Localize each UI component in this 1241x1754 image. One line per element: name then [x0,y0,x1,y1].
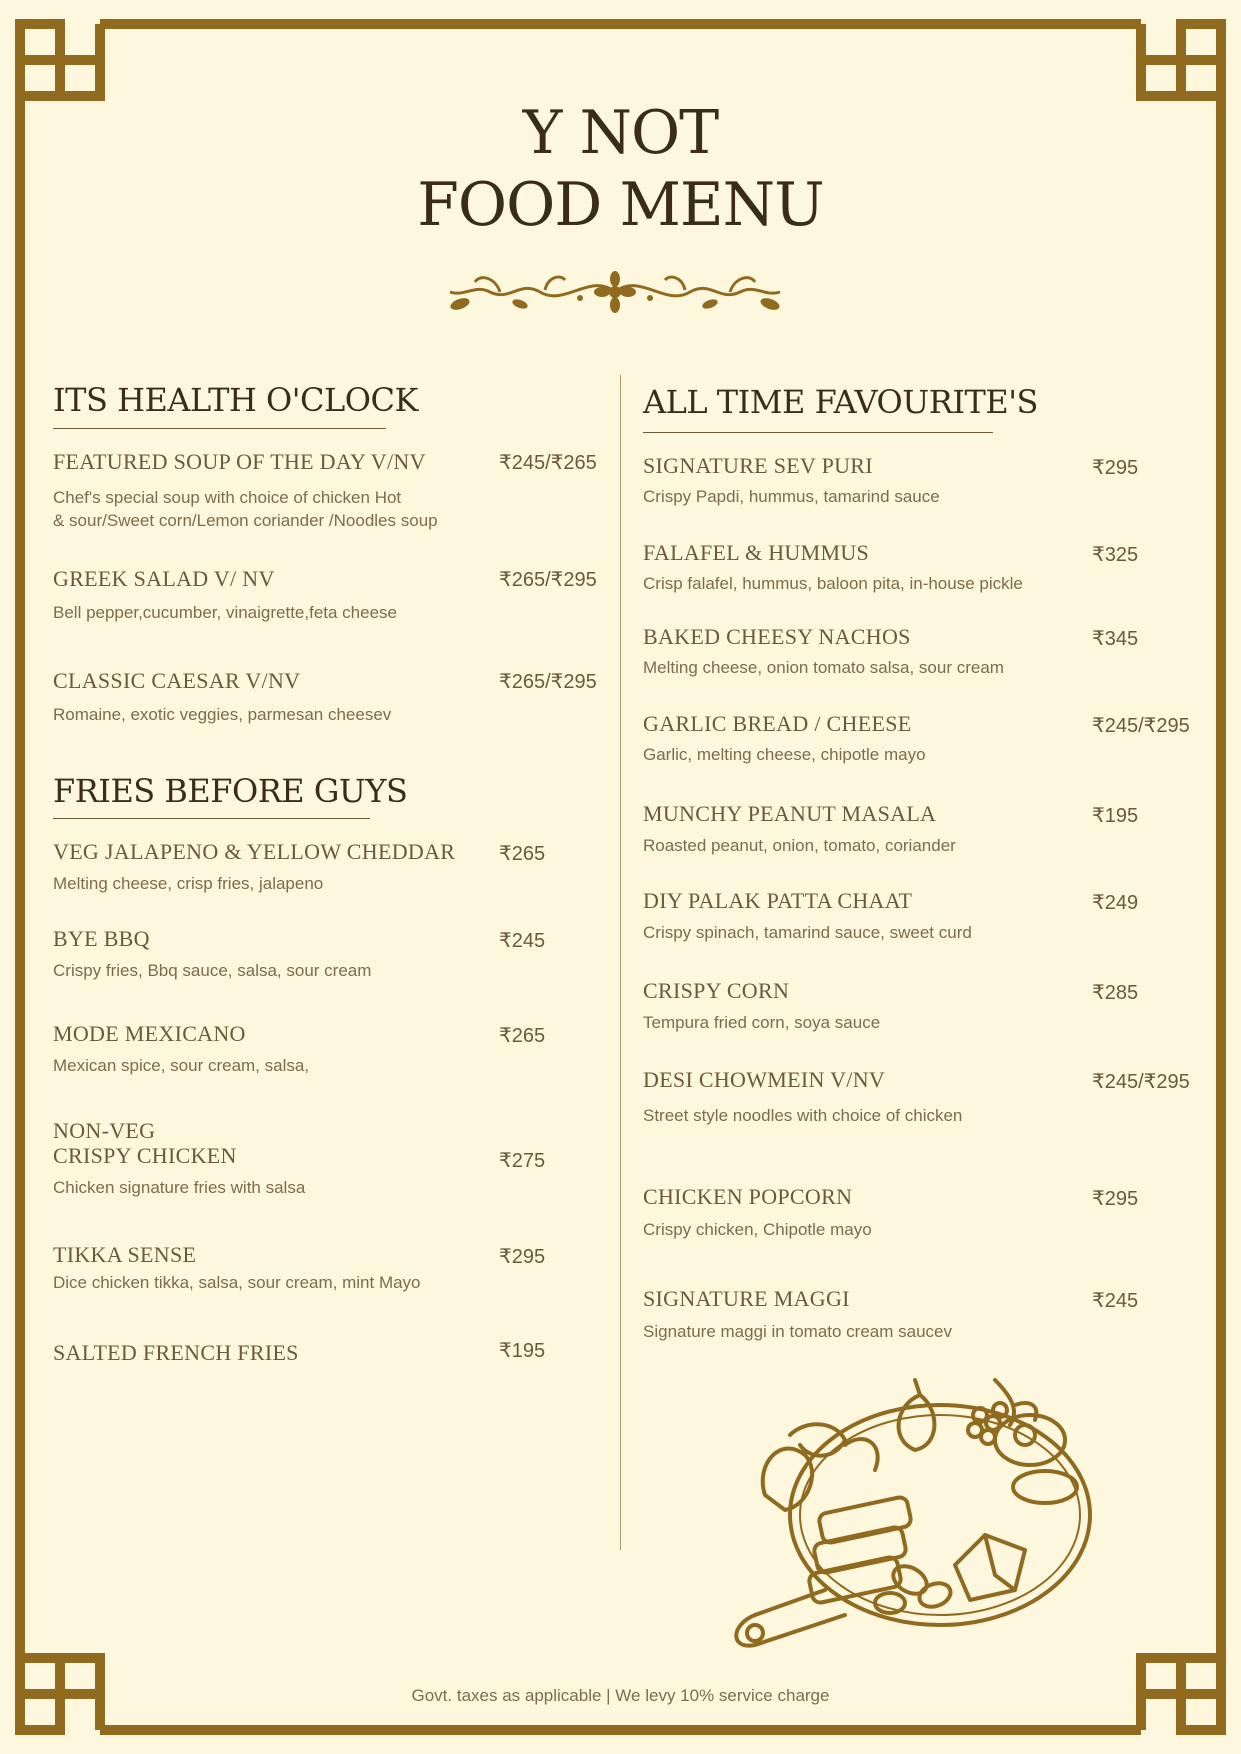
item-description: Dice chicken tikka, salsa, sour cream, mint Mayo [53,1273,421,1292]
item-price: ₹295 [499,1246,546,1268]
item-name: SIGNATURE MAGGI [643,1286,850,1311]
item-description: Chef's special soup with choice of chicken Hot [53,488,402,507]
item-price: ₹275 [499,1150,546,1172]
menu-title-line2: FOOD MENU [417,170,824,240]
section-underline [643,432,993,433]
item-description: Crisp falafel, hummus, baloon pita, in-house pickle [643,574,1023,593]
item-name: DESI CHOWMEIN V/NV [643,1067,886,1092]
item-name: MUNCHY PEANUT MASALA [643,801,937,826]
item-description: Crispy fries, Bbq sauce, salsa, sour cream [53,961,372,980]
item-price: ₹265/₹295 [499,671,597,693]
item-description: Chicken signature fries with salsa [53,1178,306,1197]
item-description: Roasted peanut, onion, tomato, coriander [643,836,956,855]
section-title-favourites: ALL TIME FAVOURITE'S [643,383,1038,421]
item-name: TIKKA SENSE [53,1242,197,1267]
section-underline [53,428,386,429]
item-name: SIGNATURE SEV PURI [643,453,873,478]
item-price: ₹285 [1092,982,1139,1004]
item-description: Signature maggi in tomato cream saucev [643,1322,952,1341]
item-description: Mexican spice, sour cream, salsa, [53,1056,310,1075]
item-price: ₹245/₹265 [499,452,597,474]
floral-ornament-icon [440,262,790,322]
item-price: ₹265 [499,1025,546,1047]
item-price: ₹325 [1092,544,1139,566]
item-name: DIY PALAK PATTA CHAAT [643,888,913,913]
item-description: Street style noodles with choice of chicken [643,1106,963,1125]
item-description: Garlic, melting cheese, chipotle mayo [643,745,926,764]
item-name: VEG JALAPENO & YELLOW CHEDDAR [53,839,456,864]
item-price: ₹345 [1092,628,1139,650]
item-name: CRISPY CORN [643,978,790,1003]
item-description: Crispy Papdi, hummus, tamarind sauce [643,487,940,506]
item-name: NON-VEG [53,1118,156,1143]
section-title-health: ITS HEALTH O'CLOCK [53,381,418,419]
item-description: Melting cheese, onion tomato salsa, sour cream [643,658,1004,677]
food-board-illustration-icon [725,1375,1100,1655]
item-price: ₹245/₹295 [1092,1071,1190,1093]
column-divider [620,375,621,1550]
item-price: ₹265 [499,843,546,865]
item-name: MODE MEXICANO [53,1021,246,1046]
item-price: ₹265/₹295 [499,569,597,591]
item-name: CHICKEN POPCORN [643,1184,853,1209]
item-price: ₹295 [1092,457,1139,479]
item-description: Romaine, exotic veggies, parmesan cheesev [53,705,392,724]
item-price: ₹245/₹295 [1092,715,1190,737]
menu-title-line1: Y NOT [522,98,719,168]
item-price: ₹245 [499,930,546,952]
item-name: CLASSIC CAESAR V/NV [53,668,301,693]
item-price: ₹195 [499,1340,546,1362]
item-description: Crispy chicken, Chipotle mayo [643,1220,872,1239]
item-name: GREEK SALAD V/ NV [53,566,275,591]
item-name: FEATURED SOUP OF THE DAY V/NV [53,449,426,474]
item-name: BYE BBQ [53,926,150,951]
item-name: BAKED CHEESY NACHOS [643,624,911,649]
section-title-fries: FRIES BEFORE GUYS [53,772,408,810]
item-price: ₹195 [1092,805,1139,827]
item-name: SALTED FRENCH FRIES [53,1340,299,1365]
item-description: Melting cheese, crisp fries, jalapeno [53,874,324,893]
item-price: ₹249 [1092,892,1139,914]
section-underline [53,818,370,819]
item-name: GARLIC BREAD / CHEESE [643,711,912,736]
item-description: Crispy spinach, tamarind sauce, sweet curd [643,923,972,942]
item-description: Bell pepper,cucumber, vinaigrette,feta cheese [53,603,397,622]
item-description: Tempura fried corn, soya sauce [643,1013,881,1032]
item-description: & sour/Sweet corn/Lemon coriander /Noodles soup [53,511,438,530]
item-name: FALAFEL & HUMMUS [643,540,870,565]
item-price: ₹295 [1092,1188,1139,1210]
item-price: ₹245 [1092,1290,1139,1312]
item-name: CRISPY CHICKEN [53,1143,237,1168]
footer-note: Govt. taxes as applicable | We levy 10% service charge [411,1686,830,1705]
